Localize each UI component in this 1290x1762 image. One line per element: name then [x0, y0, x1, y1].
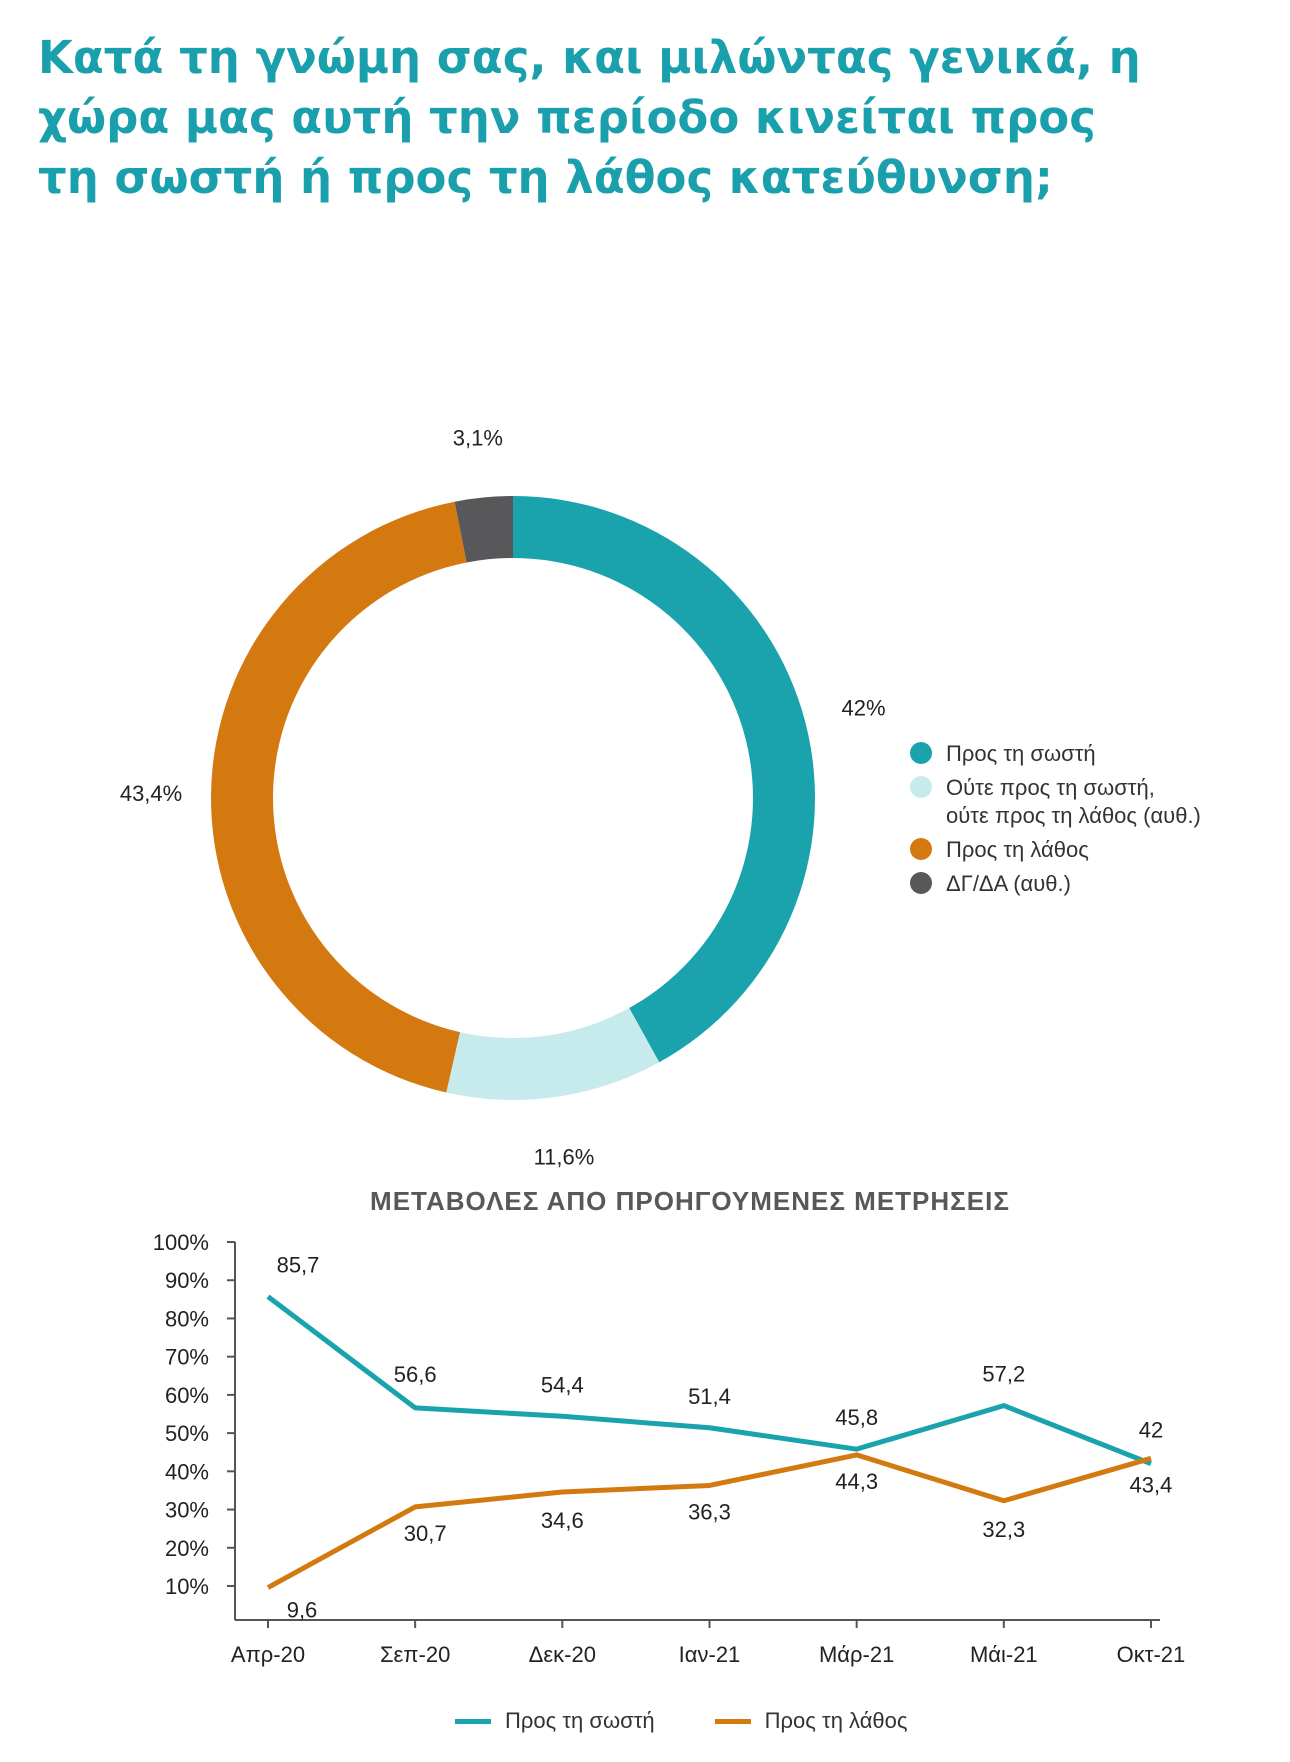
y-tick-label: 40%: [164, 1459, 209, 1485]
line-legend-label: Προς τη λάθος: [764, 1708, 908, 1733]
data-label: 34,6: [540, 1507, 584, 1533]
legend-label: Προς τη σωστή: [946, 741, 1096, 766]
x-tick-label: Οκτ-21: [1116, 1642, 1186, 1667]
donut-slice: [446, 1008, 659, 1100]
line-legend-swatch: [715, 1719, 751, 1724]
data-label: 56,6: [393, 1361, 437, 1387]
donut-value-label: 11,6%: [533, 1144, 595, 1170]
donut-slices: [211, 496, 815, 1100]
data-label: 54,4: [540, 1372, 584, 1398]
donut-value-label: 43,4%: [119, 780, 183, 806]
data-label: 57,2: [982, 1361, 1026, 1387]
data-label: 32,3: [982, 1516, 1026, 1542]
y-tick-label: 100%: [152, 1230, 209, 1255]
donut-value-label: 42%: [841, 695, 886, 721]
data-label: 43,4: [1129, 1472, 1173, 1498]
donut-value-label: 3,1%: [452, 425, 503, 451]
legend-label: Ούτε προς τη σωστή, ούτε προς τη λάθος (αυθ.): [946, 775, 1201, 828]
legend-swatch: [910, 838, 932, 860]
line-chart-title: ΜΕΤΑΒΟΛΕΣ ΑΠΟ ΠΡΟΗΓΟΥΜΕΝΕΣ ΜΕΤΡΗΣΕΙΣ: [370, 1186, 1010, 1216]
data-label: 45,8: [835, 1405, 879, 1431]
donut-slice: [513, 496, 815, 1062]
data-label: 9,6: [286, 1597, 318, 1623]
legend-item: [910, 740, 1280, 768]
legend-item: [910, 774, 1280, 830]
x-tick-label: Απρ-20: [230, 1642, 306, 1667]
y-tick-label: 20%: [164, 1535, 209, 1561]
line-legend-swatch: [455, 1719, 491, 1724]
data-label: 51,4: [688, 1383, 731, 1409]
legend-swatch: [910, 776, 932, 798]
x-tick-label: Μάρ-21: [818, 1642, 895, 1667]
data-label: 44,3: [835, 1468, 879, 1494]
donut-slice: [211, 502, 467, 1093]
data-label: 85,7: [276, 1252, 320, 1278]
legend-item: [910, 836, 1280, 864]
x-tick-label: Σεπ-20: [379, 1642, 451, 1667]
line-value-labels: [277, 1253, 1173, 1623]
y-tick-label: 80%: [164, 1306, 209, 1332]
line-legend-label: Προς τη σωστή: [505, 1708, 655, 1733]
title-line: τη σωστή ή προς τη λάθος κατεύθυνση;: [38, 151, 1053, 204]
data-label: 30,7: [403, 1520, 447, 1546]
data-label: 42: [1138, 1417, 1164, 1443]
y-tick-label: 90%: [164, 1268, 209, 1294]
title-line: Κατά τη γνώμη σας, και μιλώντας γενικά, η: [38, 31, 1141, 84]
data-label: 36,3: [688, 1499, 731, 1525]
title-line: χώρα μας αυτή την περίοδο κινείται προς: [38, 91, 1096, 144]
legend-item: [910, 870, 1280, 898]
legend-label: ΔΓ/ΔΑ (αυθ.): [946, 871, 1071, 896]
legend-label: Προς τη λάθος: [946, 837, 1089, 862]
line-legend-item: [455, 1708, 655, 1734]
x-tick-label: Μάι-21: [969, 1642, 1038, 1667]
y-tick-label: 10%: [164, 1574, 209, 1599]
x-tick-label: Δεκ-20: [528, 1642, 596, 1667]
y-tick-label: 60%: [164, 1382, 209, 1408]
donut-legend: [910, 740, 1280, 904]
y-tick-label: 30%: [164, 1497, 209, 1523]
legend-swatch: [910, 742, 932, 764]
line-legend: [455, 1708, 908, 1734]
y-tick-label: 50%: [164, 1421, 209, 1447]
line-legend-item: [715, 1708, 908, 1734]
y-tick-label: 70%: [164, 1344, 209, 1370]
line-series: [268, 1297, 1151, 1588]
line-chart: [0, 1180, 1290, 1700]
x-tick-label: Ιαν-21: [678, 1642, 741, 1667]
legend-swatch: [910, 872, 932, 894]
